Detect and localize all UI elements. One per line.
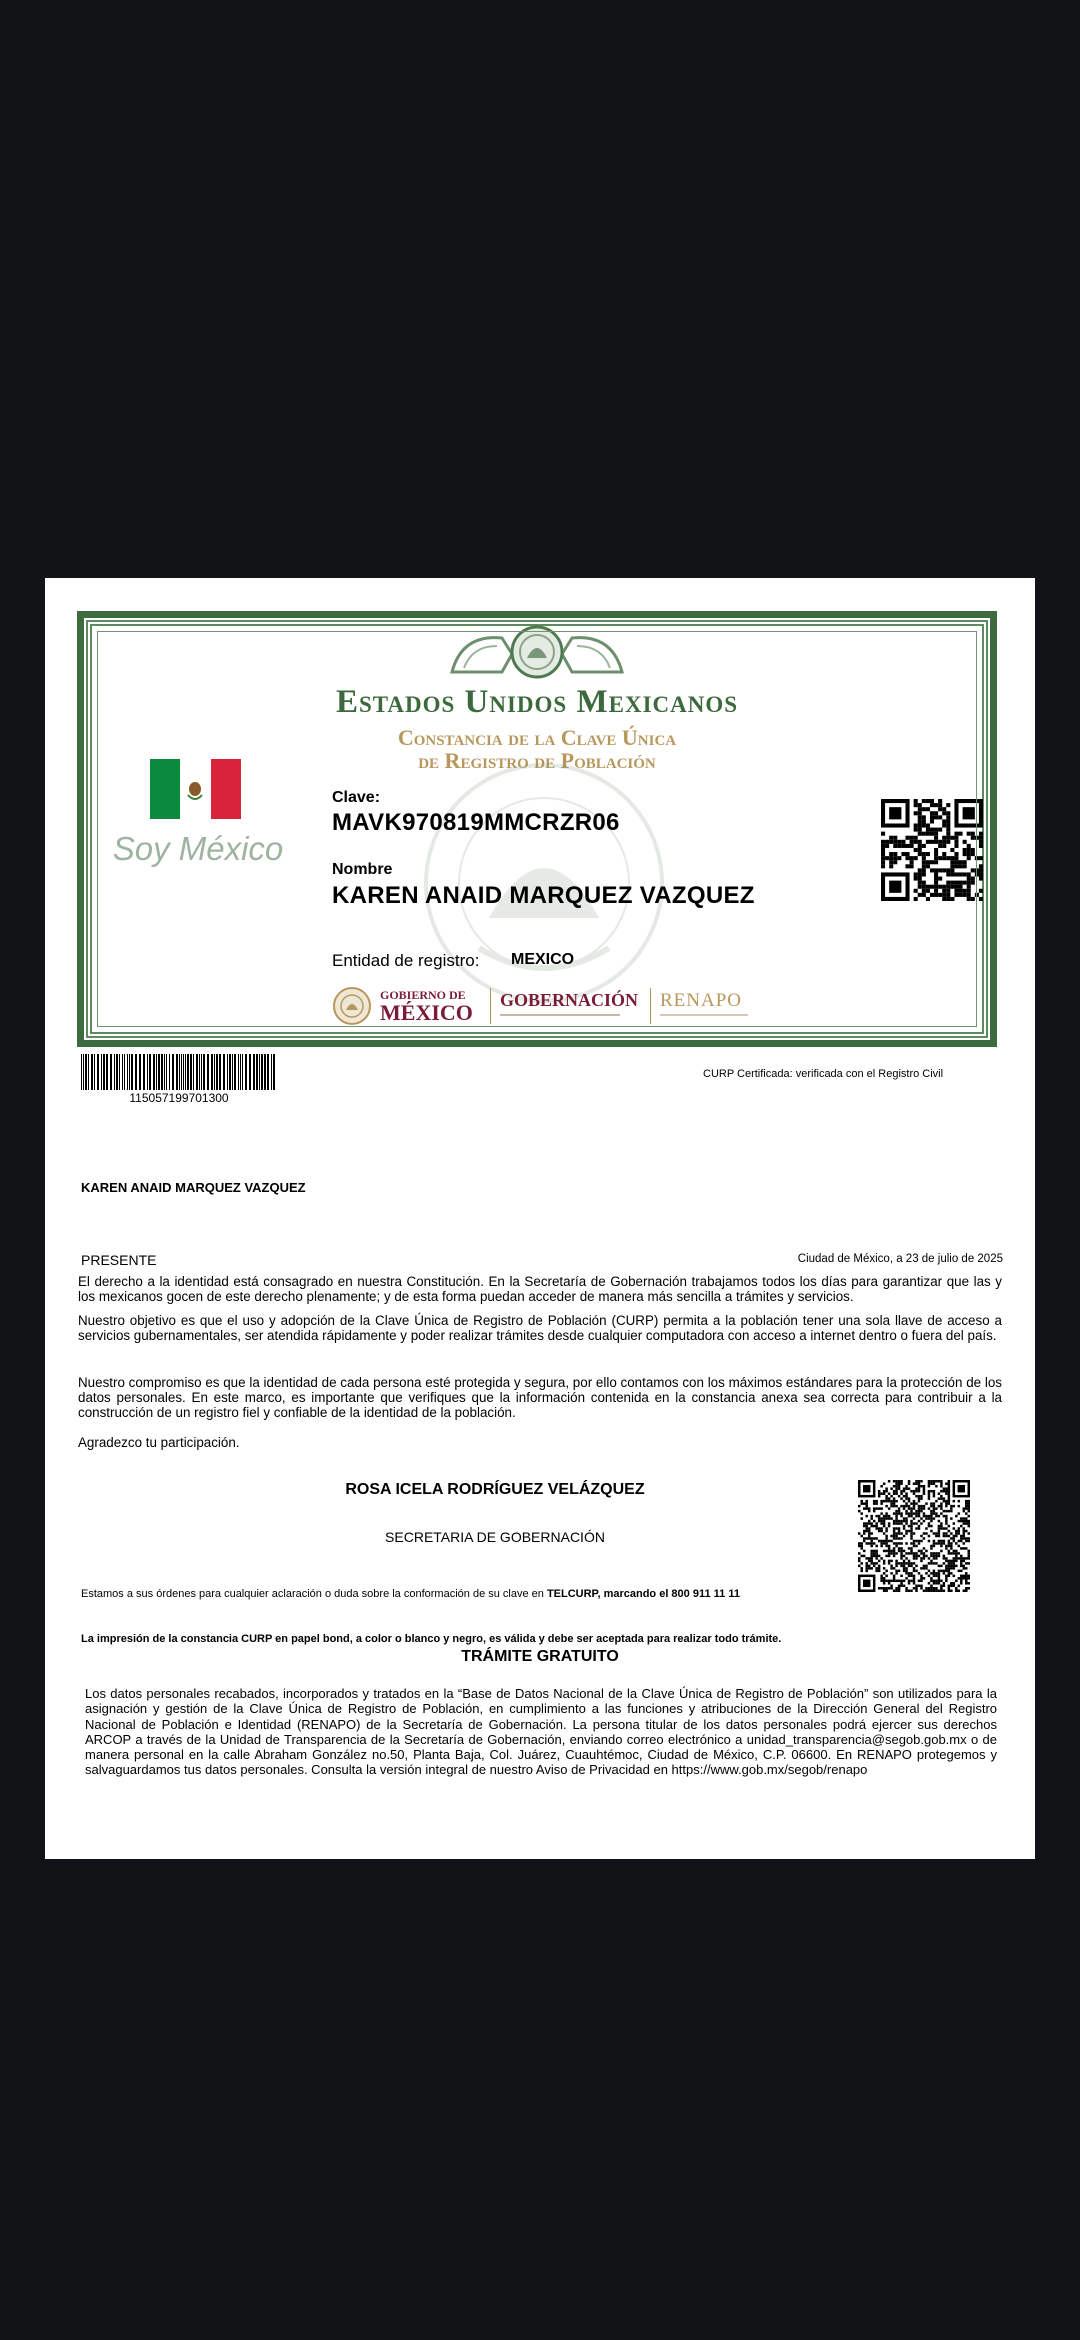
seal-watermark [419,758,669,1008]
firmante-name: ROSA ICELA RODRÍGUEZ VELÁZQUEZ [345,1481,645,1498]
qr-code-icon [881,799,983,901]
sub-title-line-2: de Registro de Población [418,748,656,773]
gobernacion-text: GOBERNACIÓN [500,990,639,1010]
entidad-label: Entidad de registro: [332,951,480,970]
entidad-value: MEXICO [511,951,575,968]
mexico-flag-icon [150,759,241,819]
curp-document-page [45,578,1035,1859]
telcurp-phone: TELCURP, marcando el 800 911 11 11 [546,1588,740,1600]
agradezco-text: Agradezco tu participación. [78,1435,240,1450]
firmante-cargo: SECRETARIA DE GOBERNACIÓN [385,1529,605,1545]
gobierno-text-2: MÉXICO [380,1000,473,1025]
barcode [81,1054,277,1105]
recipient-name: KAREN ANAID MARQUEZ VAZQUEZ [81,1180,306,1195]
main-title: Estados Unidos Mexicanos [335,684,739,720]
contact-note [81,1588,740,1600]
certificate-frame [77,611,997,1047]
gobierno-seal-icon [332,986,372,1026]
barcode-number: 115057199701300 [129,1091,229,1105]
letter-date: Ciudad de México, a 23 de julio de 2025 [797,1253,1003,1265]
privacy-notice: Los datos personales recabados, incorporados y tratados en la “Base de Datos Nacional de la Clave Única de Registro de Población” son utilizados para la asignación y gestión de la Clave Única de Registro de Población, en cumplimiento a las funciones y atribuciones de la Dirección General del Registro Nacional de Población e Identidad (RENAPO) de la Secretaría de Gobernación. La persona titular de los datos personales podrá ejercer sus derechos ARCOP a través de la Unidad de Transparencia de la Secretaría de Gobernación, enviando correo electrónico a unidad_transparencia@segob.gob.mx o de manera personal en la calle Abraham González no.50, Planta Baja, Col. Juárez, Cuauhtémoc, Ciudad de México, C.P. 06600. En RENAPO protegemos y salvaguardamos tus datos personales. Consulta la versión integral de nuestro Aviso de Privacidad en https://www.gob.mx/segob/renapo [85,1686,997,1778]
nombre-label: Nombre [332,861,393,878]
nombre-value: KAREN ANAID MARQUEZ VAZQUEZ [332,882,755,909]
contact-note-text: Estamos a sus órdenes para cualquier aclaración o duda sobre la conformación de su clave en [81,1588,547,1600]
soy-mexico-logo: Soy México [112,830,284,867]
impresion-note: La impresión de la constancia CURP en papel bond, a color o blanco y negro, es válida y debe ser aceptada para realizar todo trámite. [81,1633,782,1645]
sub-title [84,726,990,772]
gobierno-text-1: GOBIERNO DE [380,988,466,1002]
curp-certificada-note: CURP Certificada: verificada con el Registro Civil [703,1068,944,1080]
government-logos [332,984,752,1028]
tramite-gratuito: TRÁMITE GRATUITO [461,1648,619,1665]
sub-title-line-1: Constancia de la Clave Única [397,725,677,750]
paragraph-1: El derecho a la identidad está consagrado en nuestra Constitución. En la Secretaría de Gobernación trabajamos todos los días para garantizar que las y los mexicanos gocen de este derecho plenamente; y de esta forma puedan acceder de manera más sencilla a trámites y servicios. [78,1274,1002,1304]
barcode-icon [81,1054,277,1090]
paragraph-2: Nuestro objetivo es que el uso y adopción de la Clave Única de Registro de Población (CURP) permita a la población tener una sola llave de acceso a servicios gubernamentales, ser atendida rápidamente y poder realizar trámites desde cualquier computadora con acceso a internet dentro o fuera del país. [78,1313,1002,1343]
paragraph-3: Nuestro compromiso es que la identidad de cada persona esté protegida y segura, por ello contamos con los máximos estándares para la protección de los datos personales. En este marco, es importante que verifiques que la información contenida en la constancia anexa sea correcta para contribuir a la construcción de un registro fiel y confiable de la identidad de la población. [78,1375,1002,1420]
clave-label: Clave: [332,789,381,806]
renapo-text: RENAPO [660,990,743,1011]
clave-value: MAVK970819MMCRZR06 [332,809,620,836]
national-crest-emblem [442,624,632,680]
presente-label: PRESENTE [81,1252,157,1268]
signature-qr-code-icon [858,1480,970,1592]
